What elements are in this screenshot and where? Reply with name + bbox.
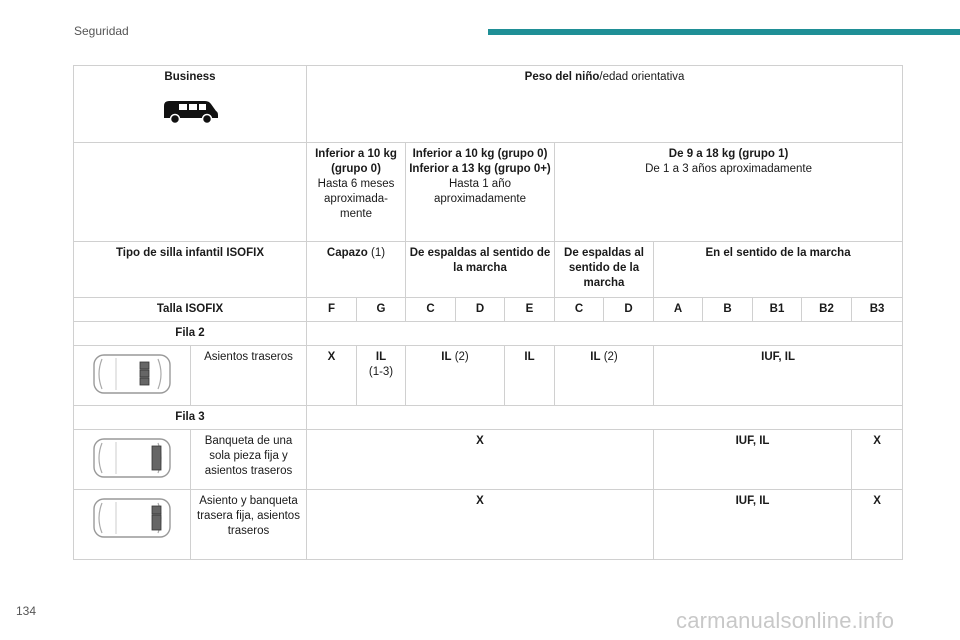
- row3-value: X: [307, 430, 654, 490]
- weight-header-rest: /edad orientativa: [599, 71, 685, 83]
- row3-diagram-cell: [74, 430, 191, 490]
- size-cell: C: [406, 298, 456, 322]
- row3-diagram-cell: [74, 490, 191, 560]
- group-1-cell: [555, 143, 903, 242]
- row2-value-cd2: [555, 346, 654, 406]
- car-top-row3-split-icon: [90, 496, 174, 540]
- row3-seat-name: Banqueta de una sola pieza fija y asientos traseros: [191, 430, 307, 490]
- seat-type-label: Tipo de silla infantil ISOFIX: [74, 242, 307, 298]
- row3-seat-name: Asiento y banqueta trasera fija, asientos traseros: [191, 490, 307, 560]
- group-0plus-title1: Inferior a 10 kg (grupo 0): [412, 148, 548, 160]
- version-cell: [74, 66, 307, 143]
- row2-value-cd-main: IL: [441, 351, 452, 363]
- row3-value: X: [307, 490, 654, 560]
- capazo-label: Capazo: [326, 247, 368, 259]
- car-top-row3-bench-icon: [90, 436, 174, 480]
- group-1-title: De 9 a 18 kg (grupo 1): [668, 148, 789, 160]
- car-top-row2-icon: [90, 352, 174, 396]
- row3-value: IUF, IL: [654, 490, 852, 560]
- seat-type-rear-facing-2: De espaldas al sentido de la marcha: [555, 242, 654, 298]
- seat-type-forward: En el sentido de la marcha: [654, 242, 903, 298]
- row2-value-forward: IUF, IL: [654, 346, 903, 406]
- row2-value-cd: [406, 346, 505, 406]
- size-cell: F: [307, 298, 357, 322]
- empty-cell: [307, 322, 903, 346]
- empty-cell: [307, 406, 903, 430]
- row2-value-e: IL: [505, 346, 555, 406]
- size-cell: C: [555, 298, 604, 322]
- size-cell: E: [505, 298, 555, 322]
- size-cell: B: [703, 298, 753, 322]
- group-0plus-sub: Hasta 1 año aproximadamente: [433, 178, 527, 205]
- group-0-title: Inferior a 10 kg (grupo 0): [315, 148, 397, 175]
- row3-value: X: [852, 430, 903, 490]
- seat-type-capazo: [307, 242, 406, 298]
- seat-type-rear-facing: De espaldas al sentido de la marcha: [406, 242, 555, 298]
- row2-value-g-main: IL: [375, 351, 387, 363]
- isofix-size-label: Talla ISOFIX: [74, 298, 307, 322]
- size-cell: A: [654, 298, 703, 322]
- row2-value-cd-note: (2): [454, 351, 469, 363]
- isofix-table: [73, 65, 903, 560]
- group-0plus-cell: [406, 143, 555, 242]
- header-accent-bar: [488, 29, 960, 35]
- van-side-icon: [161, 97, 219, 125]
- size-cell: B2: [802, 298, 852, 322]
- size-cell: G: [357, 298, 406, 322]
- row2-value-cd2-main: IL: [590, 351, 601, 363]
- size-cell: D: [604, 298, 654, 322]
- row3-label: Fila 3: [74, 406, 307, 430]
- group-0-cell: [307, 143, 406, 242]
- size-cell: D: [456, 298, 505, 322]
- row3-value: IUF, IL: [654, 430, 852, 490]
- row2-diagram-cell: [74, 346, 191, 406]
- row2-value-cd2-note: (2): [603, 351, 618, 363]
- page-number: 134: [16, 604, 37, 618]
- row2-value-f: X: [307, 346, 357, 406]
- group-0-sub: Hasta 6 meses aproximada-mente: [317, 178, 395, 220]
- group-1-sub: De 1 a 3 años aproximadamente: [645, 163, 812, 175]
- capazo-note: (1): [371, 247, 386, 259]
- weight-header: [307, 66, 903, 143]
- size-cell: B3: [852, 298, 903, 322]
- size-cell: B1: [753, 298, 802, 322]
- row3-value: X: [852, 490, 903, 560]
- weight-header-bold: Peso del niño: [524, 71, 600, 83]
- section-title: Seguridad: [74, 24, 129, 38]
- empty-cell: [74, 143, 307, 242]
- row2-value-g-note: (1-3): [368, 366, 394, 378]
- row2-seat-name: Asientos traseros: [191, 346, 307, 406]
- version-label: Business: [164, 71, 216, 83]
- row2-value-g: [357, 346, 406, 406]
- group-0plus-title2: Inferior a 13 kg (grupo 0+): [409, 163, 551, 175]
- watermark: carmanualsonline.info: [676, 608, 895, 633]
- row2-label: Fila 2: [74, 322, 307, 346]
